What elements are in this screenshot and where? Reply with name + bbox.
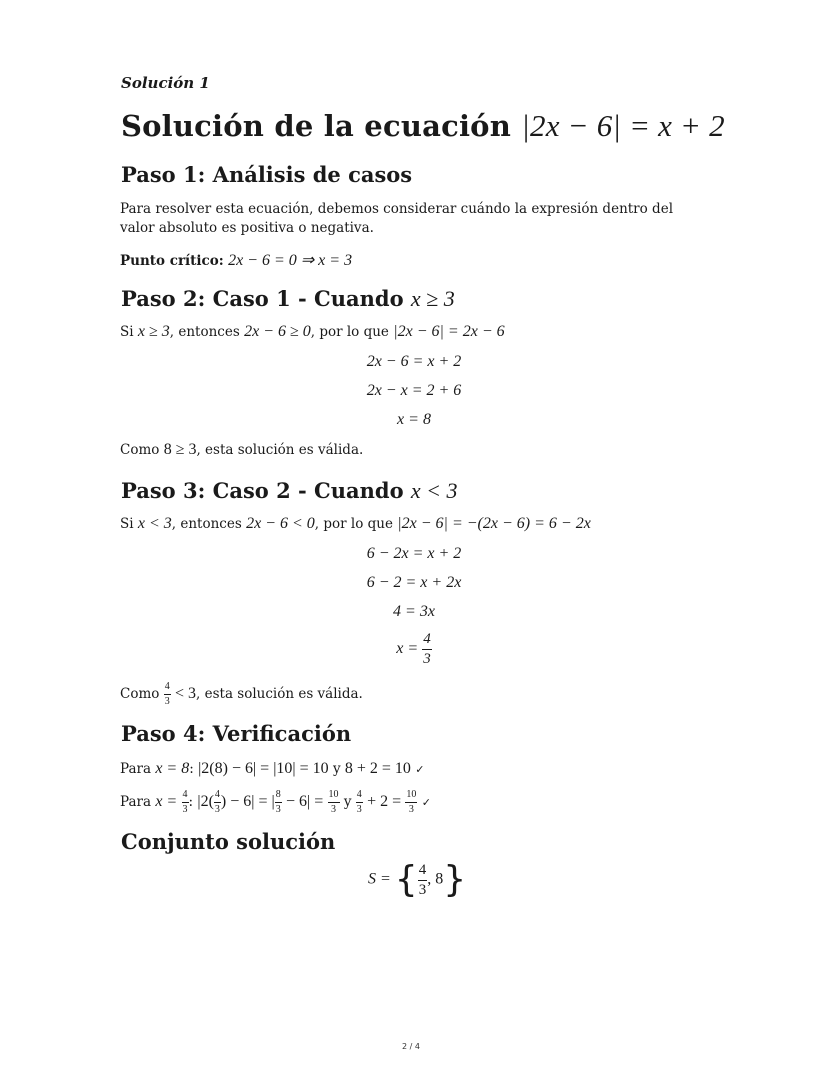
v2-colon: : bbox=[188, 794, 194, 810]
title-math: |2x − 6| = x + 2 bbox=[521, 108, 725, 143]
v2-frac-b-num: 4 bbox=[214, 790, 221, 803]
paso1-intro: Para resolver esta ecuación, debemos considerar cuándo la expresión dentro del valor absoluto es positiva o negativa. bbox=[120, 201, 674, 236]
paso3-final-fraction bbox=[422, 632, 432, 667]
paso2-conclusion bbox=[120, 441, 363, 459]
paso2-porloque: , por lo que bbox=[310, 324, 389, 340]
paso2-heading-text: Paso 2: Caso 1 - Cuando bbox=[121, 286, 404, 311]
paso3-conclusion-post: , esta solución es válida. bbox=[196, 686, 363, 702]
paso4-heading: Paso 4: Verificación bbox=[121, 721, 352, 746]
page-title bbox=[121, 108, 725, 144]
paso2-heading bbox=[121, 286, 455, 312]
paso3-conclusion-fraction bbox=[164, 682, 171, 707]
v2-frac-c-num: 8 bbox=[275, 790, 282, 803]
critical-point-math: 2x − 6 = 0 ⇒ x = 3 bbox=[228, 252, 353, 269]
v1-colon: : bbox=[189, 761, 194, 777]
critical-point-label: Punto crítico: bbox=[120, 253, 224, 269]
paso3-step-1: 6 − 2x = x + 2 bbox=[366, 545, 462, 562]
v2-frac-d-num: 10 bbox=[328, 790, 340, 803]
paso3-conclusion-pre: Como bbox=[120, 686, 160, 702]
v1-para: Para bbox=[120, 761, 152, 777]
v2-eq-d: + 2 = bbox=[367, 793, 402, 810]
paso3-si: Si bbox=[120, 516, 134, 532]
paso3-cond-math-1: x < 3 bbox=[137, 515, 172, 532]
conjunto-heading: Conjunto solución bbox=[121, 829, 336, 854]
critical-point bbox=[120, 250, 352, 270]
solution-set bbox=[368, 859, 467, 900]
paso2-si: Si bbox=[120, 324, 134, 340]
v1-eq2: 8 + 2 = 10 bbox=[344, 760, 411, 777]
v2-eq-a: |2( bbox=[197, 793, 214, 810]
v2-eq-b: ) − 6| = | bbox=[220, 793, 275, 810]
close-brace: } bbox=[443, 859, 467, 900]
paso3-step-2: 6 − 2 = x + 2x bbox=[366, 574, 462, 591]
v2-frac-b-den: 3 bbox=[214, 804, 220, 815]
open-brace: { bbox=[394, 859, 418, 900]
v2-para: Para bbox=[120, 794, 152, 810]
check-icon: ✓ bbox=[415, 763, 425, 776]
paso2-step-1: 2x − 6 = x + 2 bbox=[366, 353, 462, 370]
v2-eq-c: − 6| = bbox=[286, 793, 324, 810]
set-lhs: S = bbox=[368, 870, 391, 888]
check-icon: ✓ bbox=[421, 796, 431, 809]
paso2-heading-math: x ≥ 3 bbox=[410, 286, 455, 311]
paso3-cond-math-3: |2x − 6| = −(2x − 6) = 6 − 2x bbox=[397, 515, 591, 532]
paso3-conclusion-num: 4 bbox=[164, 682, 171, 695]
v2-frac-a-den: 3 bbox=[182, 804, 188, 815]
v1-x: x = 8 bbox=[155, 760, 190, 777]
v1-eq: |2(8) − 6| = |10| = 10 bbox=[198, 760, 329, 777]
paso2-conclusion-pre: Como bbox=[120, 442, 160, 458]
paso2-cond-math-2: 2x − 6 ≥ 0 bbox=[244, 323, 311, 340]
v2-frac-f-den: 3 bbox=[408, 804, 414, 815]
paso2-cond-math-1: x ≥ 3 bbox=[137, 323, 170, 340]
paso3-step-final bbox=[264, 632, 564, 667]
v2-frac-d bbox=[328, 790, 340, 815]
paso3-final-den: 3 bbox=[423, 651, 431, 667]
v2-frac-e-num: 4 bbox=[356, 790, 363, 803]
paso2-entonces: , entonces bbox=[169, 324, 240, 340]
paso3-conclusion-math: < 3 bbox=[174, 685, 197, 702]
paso3-final-lhs: x = bbox=[396, 640, 419, 658]
paso2-cond-math-3: |2x − 6| = 2x − 6 bbox=[393, 323, 505, 340]
v2-frac-c-den: 3 bbox=[275, 804, 281, 815]
v2-frac-b bbox=[214, 790, 221, 815]
v2-frac-f-num: 10 bbox=[405, 790, 417, 803]
v2-frac-a-num: 4 bbox=[182, 790, 189, 803]
set-num: 4 bbox=[418, 863, 428, 881]
paso1-heading: Paso 1: Análisis de casos bbox=[121, 162, 413, 187]
solution-label: Solución 1 bbox=[121, 74, 210, 92]
v2-x: x = bbox=[155, 793, 178, 810]
paso3-step-3: 4 = 3x bbox=[393, 603, 435, 620]
paso2-conclusion-post: , esta solución es válida. bbox=[196, 442, 364, 458]
paso3-cond-math-2: 2x − 6 < 0 bbox=[246, 515, 315, 532]
v2-frac-e-den: 3 bbox=[356, 804, 362, 815]
paso2-step-3: x = 8 bbox=[397, 411, 431, 428]
v2-frac-a bbox=[182, 790, 189, 815]
v2-frac-c bbox=[275, 790, 282, 815]
set-fraction bbox=[418, 863, 428, 898]
v2-frac-d-den: 3 bbox=[331, 804, 337, 815]
paso3-conclusion bbox=[120, 682, 363, 707]
verification-line-2 bbox=[120, 790, 431, 815]
paso2-conclusion-math: 8 ≥ 3 bbox=[163, 441, 197, 458]
paso3-porloque: , por lo que bbox=[314, 516, 393, 532]
v1-y: y bbox=[332, 761, 341, 777]
v2-y: y bbox=[343, 794, 352, 810]
paso3-heading-text: Paso 3: Caso 2 - Cuando bbox=[121, 478, 404, 503]
paso3-heading-math: x < 3 bbox=[410, 478, 458, 503]
v2-frac-f bbox=[405, 790, 417, 815]
paso2-step-2: 2x − x = 2 + 6 bbox=[366, 382, 462, 399]
v2-frac-e bbox=[356, 790, 363, 815]
set-sep: , 8 bbox=[427, 870, 444, 888]
paso3-final-num: 4 bbox=[422, 632, 432, 650]
paso2-condition bbox=[120, 323, 505, 341]
paso3-heading bbox=[121, 478, 458, 504]
paso3-entonces: , entonces bbox=[171, 516, 242, 532]
set-den: 3 bbox=[418, 881, 427, 898]
verification-line-1 bbox=[120, 760, 424, 778]
title-text: Solución de la ecuación bbox=[121, 109, 511, 143]
page-number: 2 / 4 bbox=[402, 1042, 420, 1051]
paso3-conclusion-den: 3 bbox=[164, 696, 170, 707]
paso3-condition bbox=[120, 515, 591, 533]
